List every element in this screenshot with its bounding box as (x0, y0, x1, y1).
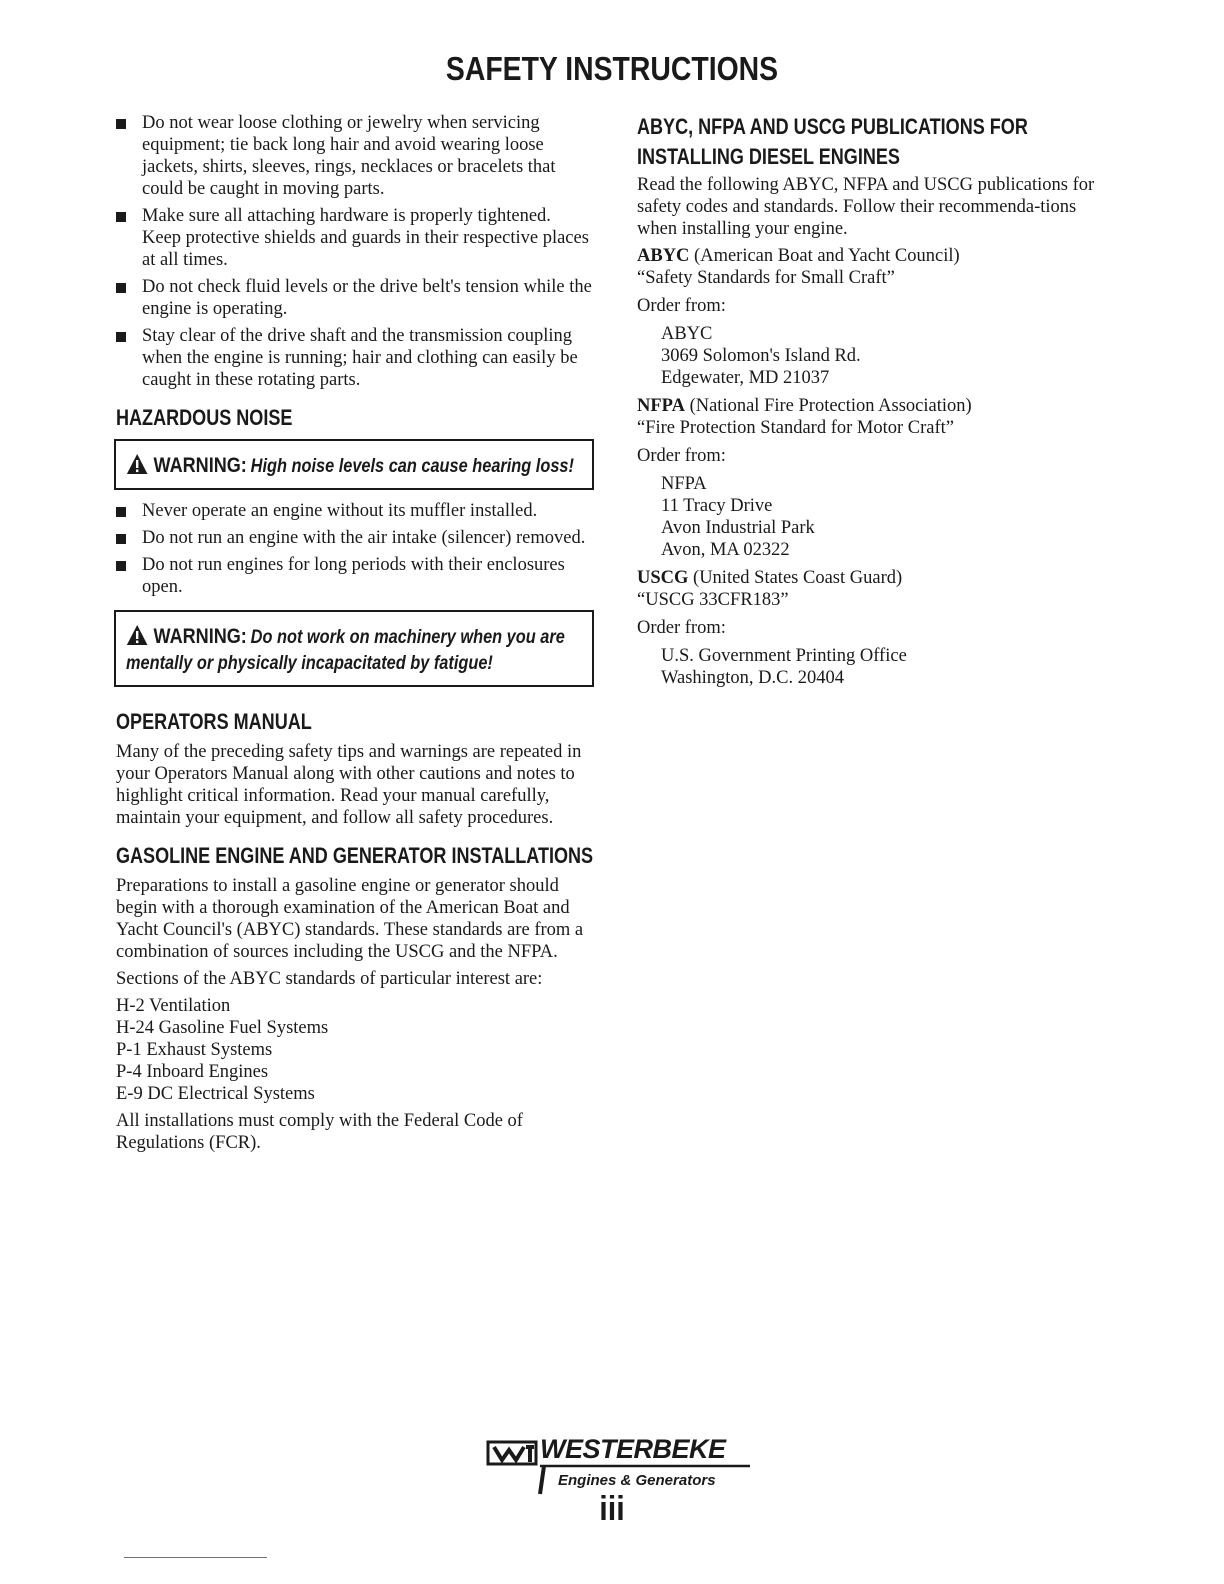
address-block: ABYC 3069 Solomon's Island Rd. Edgewater, MD 21037 (661, 324, 861, 388)
bullet-square-icon (116, 561, 126, 571)
order-from-label: Order from: (637, 618, 726, 638)
list-item: Do not run engines for long periods with their enclosures open. (116, 554, 594, 598)
bullet-square-icon (116, 332, 126, 342)
publication-title: “Safety Standards for Small Craft” (637, 268, 895, 288)
divider (124, 1557, 267, 1558)
org-abbr: ABYC (637, 246, 690, 266)
brand-name: WESTERBEKE (540, 1434, 726, 1464)
right-column (637, 112, 1097, 689)
list-item: E-9 DC Electrical Systems (116, 1084, 315, 1104)
publications-heading: ABYC, NFPA AND USCG PUBLICATIONS FOR INSTALLING DIESEL ENGINES (637, 114, 1028, 169)
org-abbr: USCG (637, 568, 689, 588)
left-column (116, 112, 594, 1159)
list-item: Do not run an engine with the air intake (silencer) removed. (116, 527, 594, 549)
gasoline-intro-text: Preparations to install a gasoline engine or generator should begin with a thorough examination of the American Boat and Yacht Council's (ABYC) standards. These standards are from a combination of sources including the USCG and the NFPA. (116, 876, 584, 962)
list-item: Do not check fluid levels or the drive belt's tension while the engine is operating. (116, 276, 594, 320)
bullet-square-icon (116, 119, 126, 129)
page-title: SAFETY INSTRUCTIONS (445, 50, 779, 87)
westerbeke-logo (482, 1434, 752, 1498)
list-item: Make sure all attaching hardware is properly tightened. Keep protective shields and guards in their respective places at all times. (116, 205, 594, 271)
warning-message: Do not work on machinery when you are mentally or physically incapacitated by fatigue! (126, 627, 565, 674)
bullet-square-icon (116, 507, 126, 517)
nfpa-entry: NFPA (National Fire Protection Association) “Fire Protection Standard for Motor Craft” Order from: NFPA 11 Tracy Drive Avon Industrial Park Avon, MA 02322 (637, 395, 1097, 561)
list-item: P-1 Exhaust Systems (116, 1040, 273, 1060)
list-item: H-2 Ventilation (116, 996, 231, 1016)
warning-triangle-icon (126, 453, 148, 480)
fatigue-warning-box (114, 610, 594, 687)
publications-intro: Read the following ABYC, NFPA and USCG publications for safety codes and standards. Follow their recommenda-tions when installing your engine. (637, 175, 1095, 239)
list-item: Stay clear of the drive shaft and the transmission coupling when the engine is running; hair and clothing can easily be caught in these rotating parts. (116, 325, 594, 391)
page-number: iii (599, 1490, 625, 1528)
uscg-entry: USCG (United States Coast Guard) “USCG 33CFR183” Order from: U.S. Government Printing Office Washington, D.C. 20404 (637, 567, 1097, 689)
safety-bullet-list (116, 112, 594, 391)
order-from-label: Order from: (637, 296, 726, 316)
hazardous-noise-heading: HAZARDOUS NOISE (116, 405, 293, 430)
abyc-entry: ABYC (American Boat and Yacht Council) “Safety Standards for Small Craft” Order from: ABYC 3069 Solomon's Island Rd. Edgewater, MD 21037 (637, 245, 1097, 389)
warning-triangle-icon (126, 624, 148, 651)
compliance-text: All installations must comply with the Federal Code of Regulations (FCR). (116, 1111, 523, 1153)
warning-message: High noise levels can cause hearing loss! (250, 456, 574, 477)
brand-tagline: Engines & Generators (558, 1472, 716, 1489)
operators-manual-heading: OPERATORS MANUAL (116, 709, 312, 734)
gasoline-sections-intro: Sections of the ABYC standards of particular interest are: (116, 969, 543, 989)
address-block: NFPA 11 Tracy Drive Avon Industrial Park Avon, MA 02322 (661, 474, 815, 560)
operators-manual-text: Many of the preceding safety tips and warnings are repeated in your Operators Manual along with other cautions and notes to highlight critical information. Read your manual carefully, maintain your equipment, and follow all safety procedures. (116, 742, 582, 828)
abyc-sections-list (116, 995, 594, 1105)
gasoline-installations-heading: GASOLINE ENGINE AND GENERATOR INSTALLATIONS (116, 843, 594, 868)
org-abbr: NFPA (637, 396, 685, 416)
bullet-square-icon (116, 212, 126, 222)
warning-label: WARNING: (153, 625, 247, 648)
publication-title: “Fire Protection Standard for Motor Craft” (637, 418, 954, 438)
noise-bullet-list (116, 500, 594, 598)
list-item: H-24 Gasoline Fuel Systems (116, 1018, 329, 1038)
publication-title: “USCG 33CFR183” (637, 590, 789, 610)
order-from-label: Order from: (637, 446, 726, 466)
bullet-square-icon (116, 534, 126, 544)
list-item: Never operate an engine without its muffler installed. (116, 500, 594, 522)
warning-label: WARNING: (153, 454, 247, 477)
address-block: U.S. Government Printing Office Washington, D.C. 20404 (661, 646, 907, 688)
bullet-square-icon (116, 283, 126, 293)
list-item: P-4 Inboard Engines (116, 1062, 269, 1082)
list-item: Do not wear loose clothing or jewelry when servicing equipment; tie back long hair and avoid wearing loose jackets, shirts, sleeves, rings, necklaces or bracelets that could be caught in moving parts. (116, 112, 594, 200)
noise-warning-box (114, 439, 594, 490)
